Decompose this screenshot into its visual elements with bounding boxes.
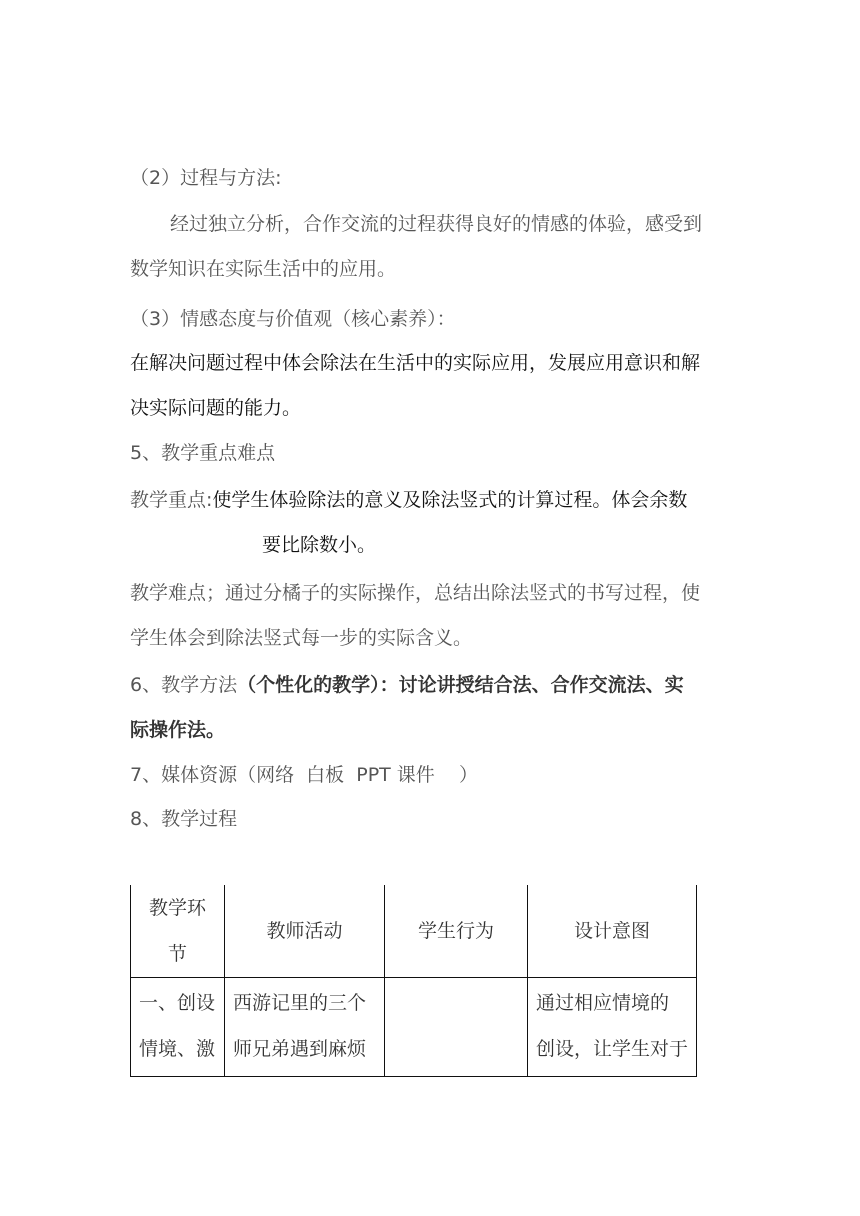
teaching-method-detail: （个性化的教学）：讨论讲授结合法、合作交流法、实 — [237, 674, 684, 696]
teaching-method-line2: 际操作法。 — [130, 719, 226, 741]
section-process-heading: （2）过程与方法: — [130, 167, 282, 189]
table-header-row — [131, 885, 697, 978]
cell-intent-line1: 通过相应情境的 — [536, 992, 670, 1014]
teaching-process-table — [130, 885, 697, 1077]
header-stage-line2: 节 — [167, 943, 187, 965]
teaching-method-label: 6、教学方法 — [130, 674, 238, 696]
section-emotion-paragraph-line2: 决实际问题的能力。 — [130, 397, 302, 419]
teaching-process-heading: 8、教学过程 — [130, 808, 238, 830]
teaching-focus-text: 使学生体验除法的意义及除法竖式的计算过程。体会余数 — [212, 489, 688, 511]
section-emotion-paragraph-line1: 在解决问题过程中体会除法在生活中的实际应用，发展应用意识和解 — [130, 352, 701, 374]
table-row — [131, 978, 697, 1077]
cell-teacher-activity — [225, 978, 385, 1077]
cell-intent-line2: 创设，让学生对于 — [536, 1038, 689, 1060]
header-stage-line1: 教学环 — [148, 897, 206, 919]
header-teacher-activity: 教师活动 — [225, 885, 385, 978]
section-key-points-heading: 5、教学重点难点 — [130, 442, 276, 464]
teaching-difficulty-line2: 学生体会到除法竖式每一步的实际含义。 — [130, 627, 473, 649]
teaching-difficulty-line1: 教学难点；通过分橘子的实际操作，总结出除法竖式的书写过程，使 — [130, 582, 701, 604]
section-process-paragraph-line1: 经过独立分析，合作交流的过程获得良好的情感的体验，感受到 — [170, 213, 703, 235]
teaching-focus-line1 — [130, 488, 687, 512]
cell-teacher-line1: 西游记里的三个 — [233, 992, 367, 1014]
media-resources: 7、媒体资源（网络 白板 PPT 课件 ） — [130, 764, 478, 786]
header-student-behavior: 学生行为 — [385, 885, 528, 978]
cell-stage-line1: 一、创设 — [139, 992, 216, 1014]
header-stage — [131, 885, 225, 978]
section-process-paragraph-line2: 数学知识在实际生活中的应用。 — [130, 258, 397, 280]
cell-stage-line2: 情境、激 — [139, 1038, 216, 1060]
teaching-focus-line2: 要比除数小。 — [262, 534, 377, 556]
teaching-method-line1 — [130, 673, 684, 697]
cell-stage — [131, 978, 225, 1077]
section-emotion-heading: （3）情感态度与价值观（核心素养）： — [130, 308, 456, 330]
cell-design-intent — [528, 978, 697, 1077]
cell-teacher-line2: 师兄弟遇到麻烦 — [233, 1038, 367, 1060]
header-design-intent: 设计意图 — [528, 885, 697, 978]
teaching-focus-label: 教学重点: — [130, 489, 213, 511]
cell-student-behavior — [385, 978, 528, 1077]
